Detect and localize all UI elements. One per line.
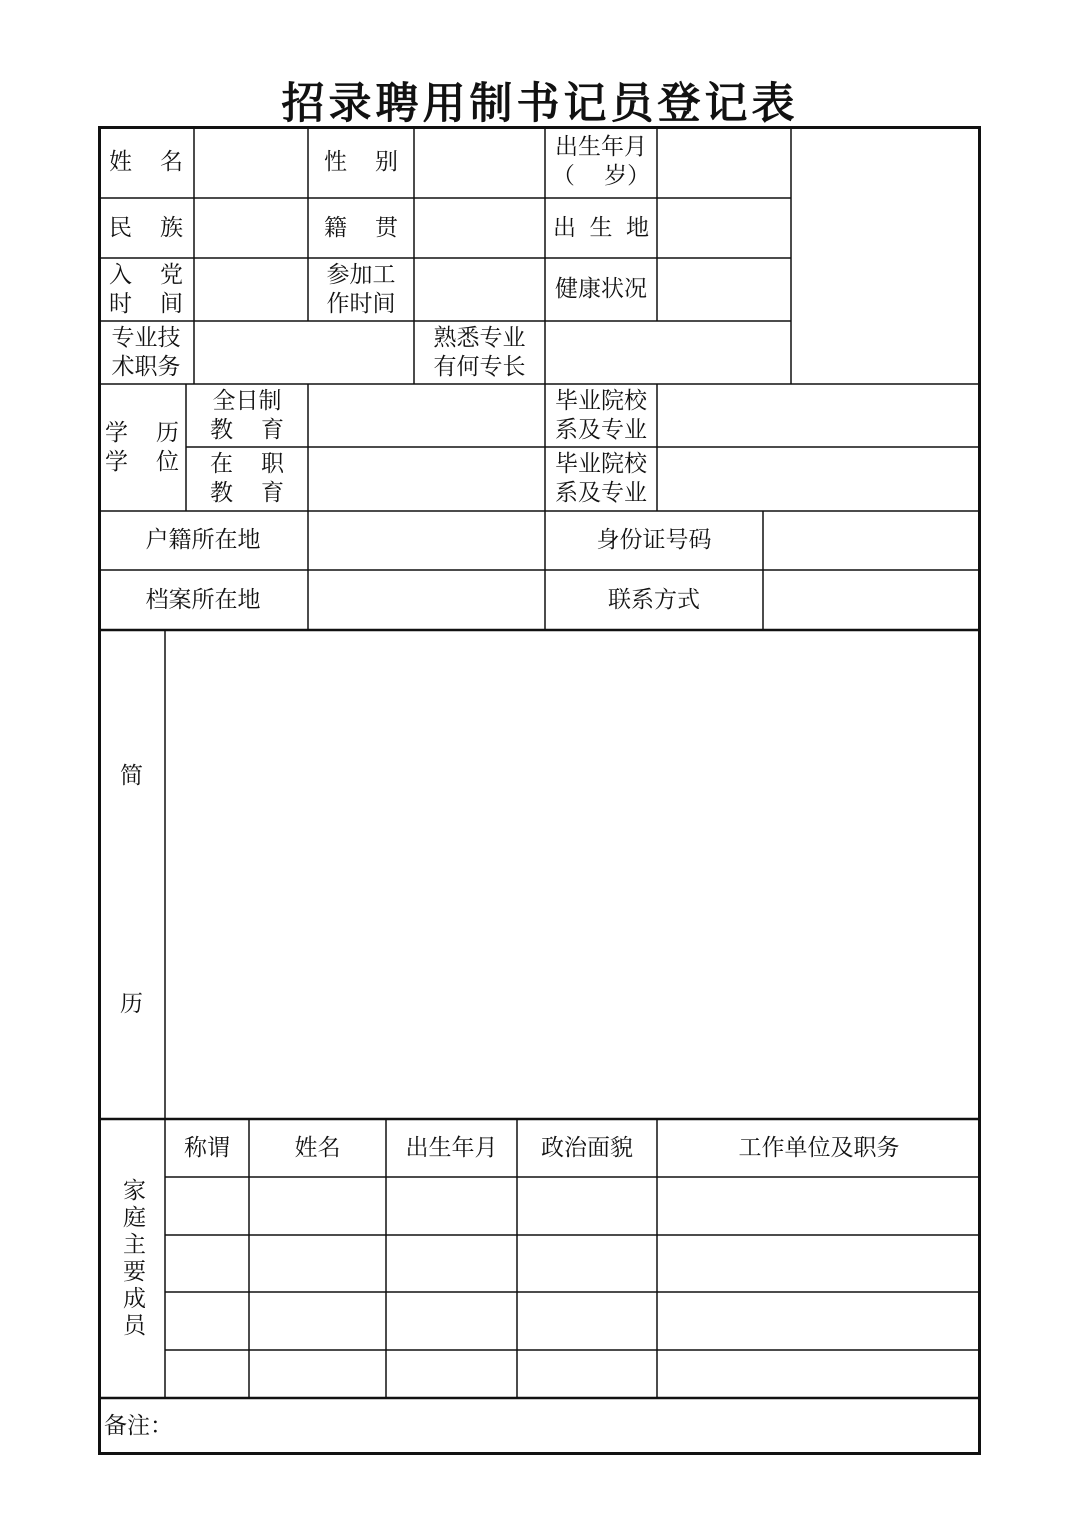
photo-area[interactable] bbox=[791, 126, 981, 384]
label-party-entry: 入 党 时 间 bbox=[109, 261, 183, 317]
tech-title-field[interactable] bbox=[194, 321, 414, 384]
label-inservice-school: 毕业院校 系及专业 bbox=[555, 451, 647, 506]
label-contact: 联系方式 bbox=[608, 586, 700, 613]
family-header-employer: 工作单位及职务 bbox=[738, 1134, 900, 1161]
id-number-field[interactable] bbox=[763, 511, 981, 570]
label-specialty: 熟悉专业 有何专长 bbox=[433, 324, 526, 380]
label-remarks: 备注： bbox=[104, 1413, 173, 1439]
label-name: 姓 名 bbox=[109, 148, 183, 175]
label-household: 户籍所在地 bbox=[145, 527, 261, 553]
fulltime-school-field[interactable] bbox=[657, 384, 981, 447]
family-row-2-employer-field[interactable] bbox=[657, 1235, 981, 1292]
family-row-2-birth-field[interactable] bbox=[386, 1235, 517, 1292]
family-row-3-name-field[interactable] bbox=[249, 1292, 386, 1350]
label-resume-2: 历 bbox=[120, 990, 143, 1017]
label-work-start: 参加工 作时间 bbox=[326, 261, 396, 317]
family-row-1-name-field[interactable] bbox=[249, 1177, 386, 1235]
inservice-education-field[interactable] bbox=[308, 447, 545, 511]
native-place-field[interactable] bbox=[414, 198, 545, 258]
birth-date-field[interactable] bbox=[657, 126, 791, 198]
family-row-4-name-field[interactable] bbox=[249, 1350, 386, 1398]
label-inservice-education: 在 职 教 育 bbox=[210, 451, 284, 506]
label-birth-date: 出生年月 （ 岁） bbox=[551, 134, 651, 189]
family-row-1-political-field[interactable] bbox=[517, 1177, 657, 1235]
contact-field[interactable] bbox=[763, 570, 981, 630]
label-native-place: 籍 贯 bbox=[324, 214, 398, 241]
family-row-3-political-field[interactable] bbox=[517, 1292, 657, 1350]
work-start-field[interactable] bbox=[414, 258, 545, 321]
party-entry-field[interactable] bbox=[194, 258, 308, 321]
gender-field[interactable] bbox=[414, 126, 545, 198]
family-row-4-political-field[interactable] bbox=[517, 1350, 657, 1398]
family-row-2-name-field[interactable] bbox=[249, 1235, 386, 1292]
inservice-school-field[interactable] bbox=[657, 447, 981, 511]
family-header-birth: 出生年月 bbox=[405, 1134, 498, 1161]
family-row-2-political-field[interactable] bbox=[517, 1235, 657, 1292]
household-field[interactable] bbox=[308, 511, 545, 570]
label-resume-1: 简 bbox=[120, 762, 143, 789]
registration-form bbox=[98, 126, 981, 1455]
label-health: 健康状况 bbox=[555, 276, 647, 302]
archive-field[interactable] bbox=[308, 570, 545, 630]
resume-field[interactable] bbox=[165, 630, 981, 1119]
label-education-degree: 学 历 学 位 bbox=[105, 419, 179, 475]
label-birthplace: 出 生 地 bbox=[553, 214, 649, 241]
family-row-4-birth-field[interactable] bbox=[386, 1350, 517, 1398]
family-row-3-relation-field[interactable] bbox=[165, 1292, 249, 1350]
label-fulltime-education: 全日制 教 育 bbox=[210, 387, 284, 443]
label-archive: 档案所在地 bbox=[145, 586, 261, 613]
family-header-relation: 称谓 bbox=[184, 1134, 230, 1161]
label-id-number: 身份证号码 bbox=[596, 527, 712, 553]
family-row-1-relation-field[interactable] bbox=[165, 1177, 249, 1235]
family-row-1-employer-field[interactable] bbox=[657, 1177, 981, 1235]
family-header-name: 姓名 bbox=[294, 1134, 341, 1161]
label-ethnicity: 民 族 bbox=[109, 214, 183, 241]
label-fulltime-school: 毕业院校 系及专业 bbox=[555, 387, 647, 443]
health-field[interactable] bbox=[657, 258, 791, 321]
family-row-2-relation-field[interactable] bbox=[165, 1235, 249, 1292]
family-row-1-birth-field[interactable] bbox=[386, 1177, 517, 1235]
label-gender: 性 别 bbox=[324, 148, 398, 175]
family-row-3-birth-field[interactable] bbox=[386, 1292, 517, 1350]
specialty-field[interactable] bbox=[545, 321, 791, 384]
name-field[interactable] bbox=[194, 126, 308, 198]
family-header-political: 政治面貌 bbox=[541, 1134, 633, 1161]
ethnicity-field[interactable] bbox=[194, 198, 308, 258]
family-row-4-employer-field[interactable] bbox=[657, 1350, 981, 1398]
family-row-4-relation-field[interactable] bbox=[165, 1350, 249, 1398]
birthplace-field[interactable] bbox=[657, 198, 791, 258]
fulltime-education-field[interactable] bbox=[308, 384, 545, 447]
label-tech-title: 专业技 术职务 bbox=[111, 324, 181, 380]
family-row-3-employer-field[interactable] bbox=[657, 1292, 981, 1350]
label-family-members: 家庭主要成员 bbox=[119, 1177, 145, 1340]
form-title: 招录聘用制书记员登记表 bbox=[281, 79, 799, 129]
